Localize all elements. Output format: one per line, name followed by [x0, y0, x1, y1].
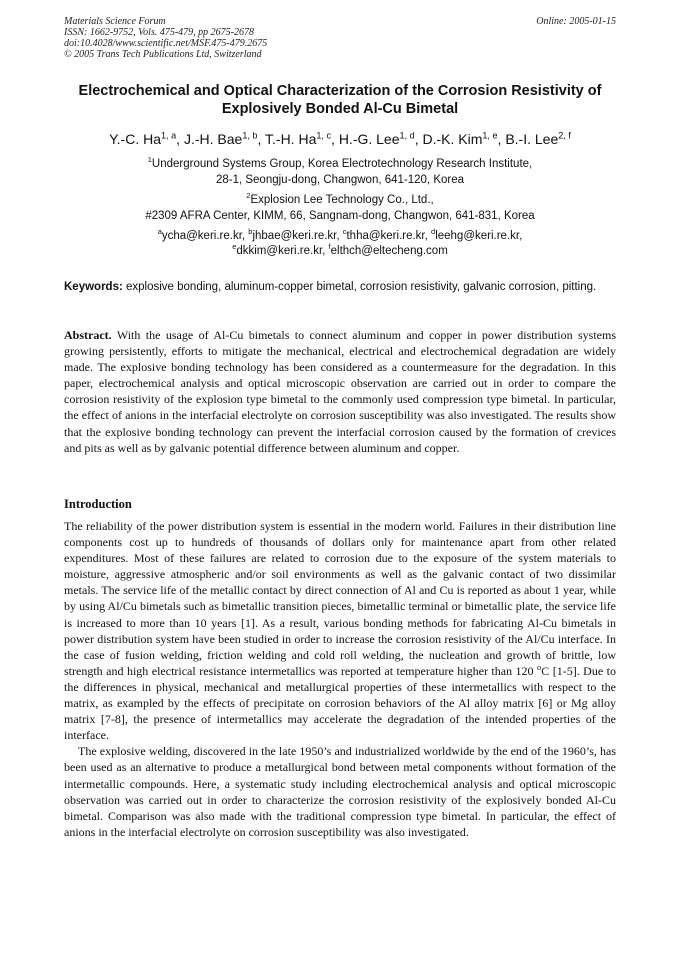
- author-sup: 1, b: [242, 130, 258, 141]
- author-list: Y.-C. Ha$^{1, a}$, J.-H. Bae$^{1, b}$, T.-H. Ha$^{1, c}$, H.-G. Lee$^{1, d}$, D.-K. Kim$^{1, e}$, B.-I. Lee$^{2, f}$: [109, 130, 571, 147]
- affiliation-sup: 1: [147, 155, 152, 165]
- affiliation-1: [64, 156, 616, 188]
- abstract-text: With the usage of Al-Cu bimetals to connect aluminum and copper in power distribution systems growing persistently, efforts to mitigate the mechanical, electrical and electrochemical degradation are widely made. The explosive bonding technology has been considered as a countermeasure for the degradation. In this paper, electrochemical analysis and optical microscopic observation are carried out in order to compare the corrosion resistivity of the explosion type bimetal to the commonly used compression type bimetal. In particular, the effect of anions in the interfacial electrolyte on corrosion susceptibility was also investigated. The results show that the explosive bonding technology can prevent the interfacial corrosion caused by the formation of crevices and pits as well as by galvanic potential difference between aluminum and copper.: [64, 328, 616, 455]
- keywords: [64, 280, 616, 295]
- affiliation-line: Explosion Lee Technology Co., Ltd.,: [250, 194, 434, 206]
- paper-title: Electrochemical and Optical Characterization of the Corrosion Resistivity of Explosively Bonded Al-Cu Bimetal: [78, 83, 602, 117]
- email-address: ycha@keri.re.kr: [161, 230, 242, 242]
- author-sup: 1, d: [399, 130, 415, 141]
- journal-issn: ISSN: 1662-9752, Vols. 475-479, pp 2675-2678: [64, 27, 254, 38]
- email-address: elthch@eltecheng.com: [330, 245, 448, 257]
- paragraph: The explosive welding, discovered in the late 1950’s and industrialized worldwide by the end of the 1960’s, has been used as an alternative to produce a metallurgical bond between metal components without formation of the intermetallic compounds. Here, a systematic study including electrochemical analysis and optical microscopic observation was carried out in order to characterize the corrosion resistivity of the explosively bonded Al-Cu bimetal. Comparison was also made with the traditional compression type bimetal. In particular, the effect of anions in the interfacial electrolyte on corrosion susceptibility was also investigated.: [64, 744, 616, 839]
- journal-name: Materials Science Forum: [64, 16, 166, 27]
- email-address: dkkim@keri.re.kr: [236, 245, 323, 257]
- paragraph-text: C [1-5]. Due to the differences in physical, mechanical and metallurgical properties of these intermetallics with respect to the matrix, as exampled by the effects of precipitate on corrosion behaviors of the Al alloy matrix [6] or Mg alloy matrix [7-8], the presence of intermetallics may accelerate the degradation of the intended properties of the interface.: [64, 663, 616, 743]
- author-name: J.-H. Bae: [183, 131, 243, 147]
- keywords-text: explosive bonding, aluminum-copper bimetal, corrosion resistivity, galvanic corrosion, pitting.: [126, 281, 597, 293]
- email-sup: b: [248, 227, 253, 237]
- email-address: leehg@keri.re.kr: [435, 230, 520, 242]
- author-sup: 1, a: [161, 130, 177, 141]
- affiliation-line: 28-1, Seongju-dong, Changwon, 641-120, Korea: [215, 174, 465, 186]
- email-address: thha@keri.re.kr: [346, 230, 425, 242]
- journal-header: [64, 16, 616, 60]
- affiliation-line: Underground Systems Group, Korea Electrotechnology Research Institute,: [151, 158, 533, 170]
- author-sup: 1, c: [316, 130, 332, 141]
- abstract: [64, 327, 616, 456]
- paragraph-text: The reliability of the power distribution system is essential in the modern world. Failures in their distribution line components cost up to hundreds of thousands of dollars only for maintenance apart from other related expenditures. Most of these failures are related to corrosion due to the exposure of the system materials to moisture, aggressive atmospheric and/or soil environments as well as the galvanic contact of two dissimilar metals. The service life of the metallic contact by direct connection of Al and Cu is reported as about 1 year, while by using Al/Cu bimetals such as bimetallic transition pieces, bimetallic terminal or bimetallic plate, the service life is increased to more than 10 years [1]. As a result, various bonding methods for fabricating Al-Cu bimetals in power distribution system have been studied in order to increase the corrosion resistivity of the Al/Cu interface. In the case of fusion welding, friction welding and cold roll welding, the nucleation and growth of brittle, low strength and high electrical resistance intermetallics was reported at temperature higher than 120: [64, 519, 616, 678]
- affiliation-2: [64, 192, 616, 224]
- email-sup: a: [157, 227, 162, 237]
- online-date: Online: 2005-01-15: [536, 16, 616, 27]
- author-name: T.-H. Ha: [265, 131, 317, 147]
- email-sup: d: [431, 227, 436, 237]
- author-sup: 1, e: [482, 130, 498, 141]
- abstract-label: Abstract.: [64, 328, 112, 342]
- author-name: Y.-C. Ha: [109, 131, 161, 147]
- email-sup: e: [232, 242, 237, 252]
- journal-doi: doi:10.4028/www.scientific.net/MSF.475-479.2675: [64, 38, 268, 49]
- affiliation-sup: 2: [246, 191, 251, 201]
- degree-sup: o: [537, 662, 542, 672]
- email-sup: f: [328, 242, 331, 252]
- author-name: H.-G. Lee: [338, 131, 400, 147]
- author-name: D.-K. Kim: [422, 131, 483, 147]
- section-heading: Introduction: [64, 497, 132, 511]
- introduction-body: [64, 518, 616, 840]
- author-emails: $^a$ycha@keri.re.kr, $^b$jhbae@keri.re.kr, $^c$thha@keri.re.kr, $^d$leehg@keri.re.kr, $^e$dkkim@keri.re.kr, $^f$elthch@eltecheng.com: [157, 227, 523, 257]
- email-address: jhbae@keri.re.kr: [252, 230, 337, 242]
- affiliation-line: #2309 AFRA Center, KIMM, 66, Sangnam-dong, Changwon, 641-831, Korea: [145, 210, 535, 222]
- keywords-label: Keywords:: [64, 281, 123, 293]
- author-sup: 2, f: [558, 130, 571, 141]
- author-name: B.-I. Lee: [505, 131, 559, 147]
- journal-info: [64, 16, 616, 60]
- paragraph: [64, 518, 616, 743]
- journal-copyright: © 2005 Trans Tech Publications Ltd, Switzerland: [64, 49, 262, 60]
- email-sup: c: [342, 227, 347, 237]
